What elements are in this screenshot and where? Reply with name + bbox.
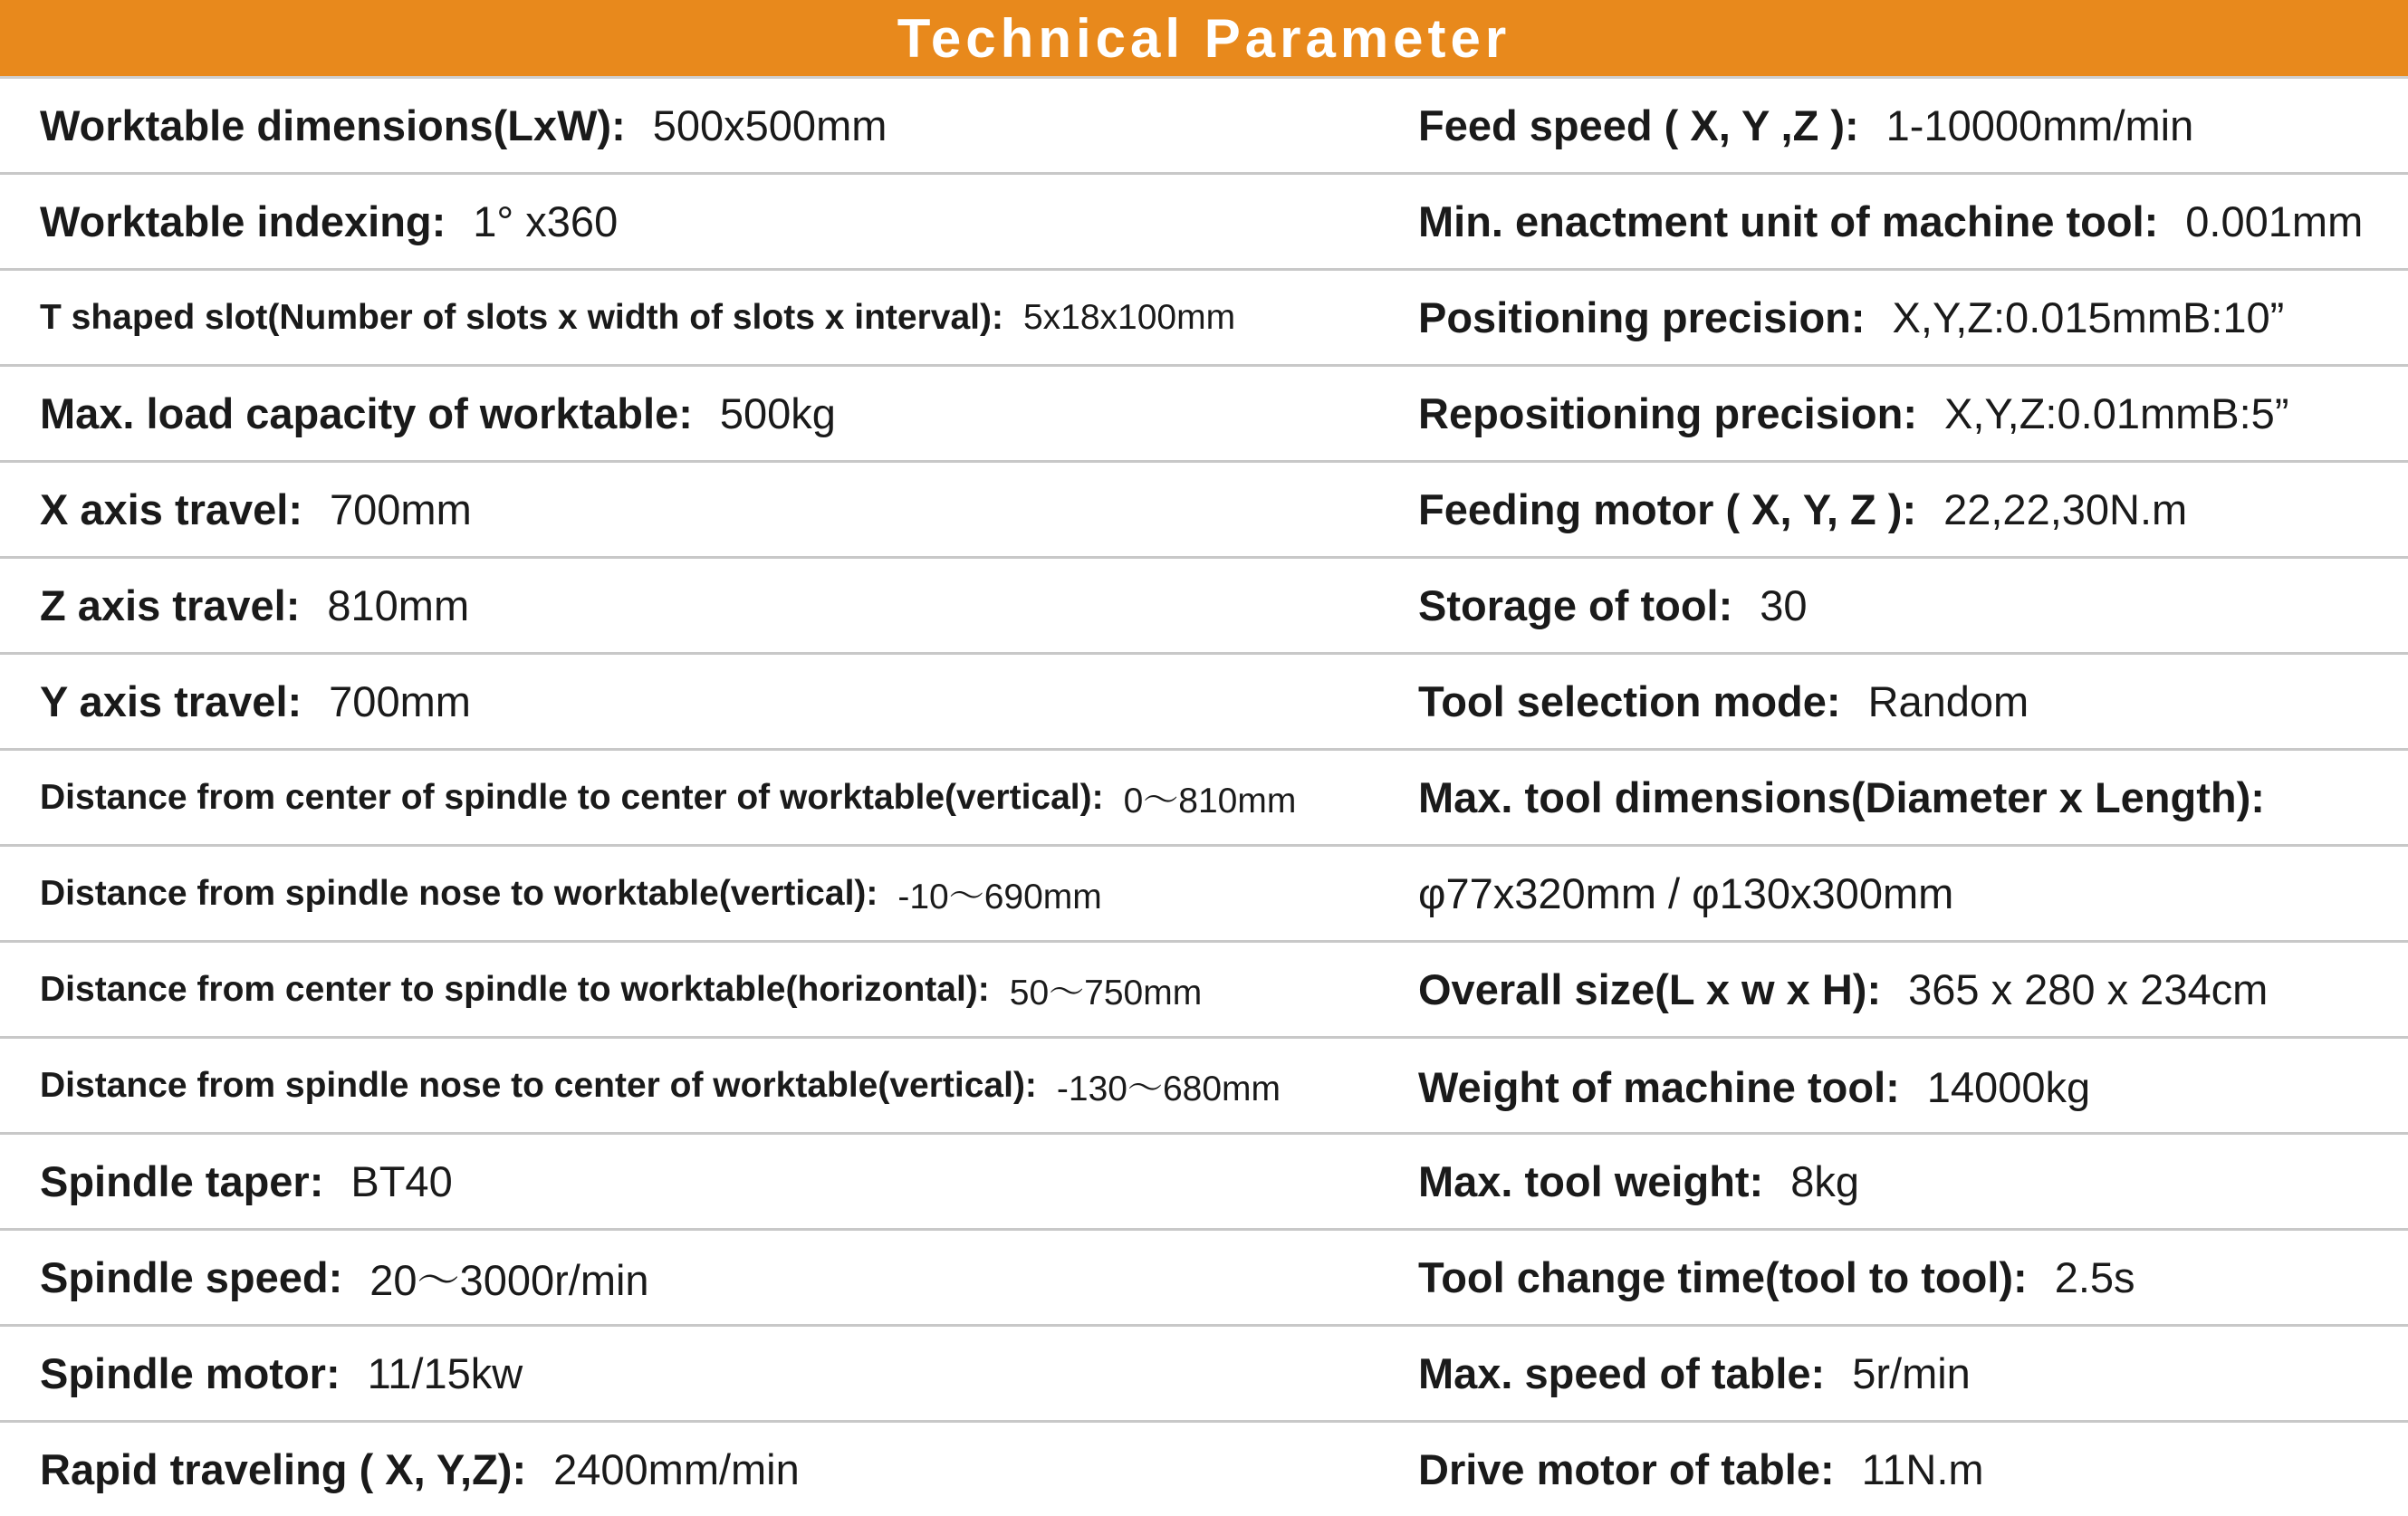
table-row bbox=[0, 463, 2408, 559]
param-value: 5x18x100mm bbox=[1022, 297, 1236, 337]
param-label: Spindle taper: bbox=[40, 1157, 324, 1205]
param-label: Max. tool weight: bbox=[1418, 1157, 1764, 1205]
table-row bbox=[0, 1231, 2408, 1327]
parameter-table bbox=[0, 79, 2408, 1516]
param-label: Distance from center of spindle to center of worktable(vertical): bbox=[40, 777, 1104, 817]
param-value: 0～810mm bbox=[1123, 781, 1297, 820]
param-value: 500x500mm bbox=[652, 101, 887, 149]
left-param bbox=[40, 655, 471, 748]
right-param bbox=[1418, 271, 2284, 364]
param-value: X,Y,Z:0.015mmB:10” bbox=[1892, 293, 2285, 341]
right-param bbox=[1418, 1039, 2090, 1132]
param-value: 1° x360 bbox=[473, 197, 619, 245]
left-param bbox=[40, 1039, 1281, 1132]
param-value: φ77x320mm / φ130x300mm bbox=[1418, 869, 1954, 917]
table-row bbox=[0, 751, 2408, 847]
param-label: Max. tool dimensions(Diameter x Length): bbox=[1418, 773, 2265, 821]
param-label: Spindle speed: bbox=[40, 1253, 343, 1301]
param-value: 8kg bbox=[1790, 1157, 1859, 1205]
param-label: T shaped slot(Number of slots x width of slots x interval): bbox=[40, 297, 1003, 337]
param-label: Spindle motor: bbox=[40, 1349, 341, 1397]
right-param bbox=[1418, 847, 1953, 940]
table-row bbox=[0, 175, 2408, 271]
param-label: Storage of tool: bbox=[1418, 581, 1733, 629]
param-value: 810mm bbox=[327, 581, 470, 629]
param-value: 11N.m bbox=[1861, 1445, 1984, 1493]
table-row bbox=[0, 655, 2408, 751]
param-label: Positioning precision: bbox=[1418, 293, 1866, 341]
param-label: Rapid traveling ( X, Y,Z): bbox=[40, 1445, 527, 1493]
param-label: Repositioning precision: bbox=[1418, 389, 1917, 437]
param-label: Max. speed of table: bbox=[1418, 1349, 1826, 1397]
left-param bbox=[40, 751, 1296, 844]
table-row bbox=[0, 271, 2408, 367]
param-value: 365 x 280 x 234cm bbox=[1908, 965, 2269, 1013]
right-param bbox=[1418, 943, 2268, 1036]
table-row bbox=[0, 367, 2408, 463]
right-param bbox=[1418, 655, 2029, 748]
right-param bbox=[1418, 367, 2288, 460]
param-value: 30 bbox=[1760, 581, 1808, 629]
table-row bbox=[0, 943, 2408, 1039]
right-param bbox=[1418, 1423, 1984, 1516]
param-label: Drive motor of table: bbox=[1418, 1445, 1835, 1493]
left-param bbox=[40, 1231, 649, 1324]
right-param bbox=[1418, 175, 2363, 268]
left-param bbox=[40, 847, 1102, 940]
param-value: 2.5s bbox=[2054, 1253, 2135, 1301]
table-row bbox=[0, 1327, 2408, 1423]
param-value: 11/15kw bbox=[367, 1349, 523, 1397]
param-label: Feed speed ( X, Y ,Z ): bbox=[1418, 101, 1859, 149]
param-label: X axis travel: bbox=[40, 485, 303, 533]
param-value: -10～690mm bbox=[897, 877, 1102, 916]
param-value: 22,22,30N.m bbox=[1943, 485, 2188, 533]
param-value: 50～750mm bbox=[1009, 973, 1203, 1012]
param-value: 20～3000r/min bbox=[369, 1256, 649, 1304]
table-row bbox=[0, 1423, 2408, 1516]
param-label: Tool change time(tool to tool): bbox=[1418, 1253, 2028, 1301]
param-value: 0.001mm bbox=[2185, 197, 2364, 245]
left-param bbox=[40, 271, 1235, 364]
param-value: 14000kg bbox=[1926, 1063, 2091, 1111]
param-label: Z axis travel: bbox=[40, 581, 301, 629]
param-value: 700mm bbox=[329, 677, 471, 725]
param-label: Distance from spindle nose to center of worktable(vertical): bbox=[40, 1065, 1037, 1105]
right-param bbox=[1418, 1231, 2135, 1324]
param-label: Worktable indexing: bbox=[40, 197, 446, 245]
param-label: Max. load capacity of worktable: bbox=[40, 389, 693, 437]
param-value: X,Y,Z:0.01mmB:5” bbox=[1943, 389, 2289, 437]
left-param bbox=[40, 1135, 453, 1228]
table-row bbox=[0, 559, 2408, 655]
param-value: 5r/min bbox=[1852, 1349, 1971, 1397]
param-label: Feeding motor ( X, Y, Z ): bbox=[1418, 485, 1917, 533]
left-param bbox=[40, 1423, 800, 1516]
table-row bbox=[0, 1135, 2408, 1231]
left-param bbox=[40, 559, 469, 652]
param-value: -130～680mm bbox=[1056, 1069, 1281, 1108]
param-label: Distance from spindle nose to worktable(vertical): bbox=[40, 873, 878, 913]
param-value: 2400mm/min bbox=[553, 1445, 800, 1493]
param-label: Min. enactment unit of machine tool: bbox=[1418, 197, 2159, 245]
param-label: Weight of machine tool: bbox=[1418, 1063, 1900, 1111]
table-row bbox=[0, 847, 2408, 943]
right-param bbox=[1418, 463, 2187, 556]
left-param bbox=[40, 943, 1202, 1036]
left-param bbox=[40, 367, 836, 460]
table-row bbox=[0, 1039, 2408, 1135]
header-banner bbox=[0, 0, 2408, 79]
right-param bbox=[1418, 1135, 1859, 1228]
table-row bbox=[0, 79, 2408, 175]
param-label: Y axis travel: bbox=[40, 677, 302, 725]
left-param bbox=[40, 79, 887, 172]
right-param bbox=[1418, 79, 2193, 172]
param-label: Overall size(L x w x H): bbox=[1418, 965, 1882, 1013]
param-value: 500kg bbox=[719, 389, 836, 437]
right-param bbox=[1418, 1327, 1971, 1420]
param-value: 700mm bbox=[330, 485, 472, 533]
param-label: Worktable dimensions(LxW): bbox=[40, 101, 626, 149]
param-label: Distance from center to spindle to worktable(horizontal): bbox=[40, 969, 990, 1009]
param-value: BT40 bbox=[350, 1157, 453, 1205]
right-param bbox=[1418, 751, 2265, 844]
param-label: Tool selection mode: bbox=[1418, 677, 1841, 725]
left-param bbox=[40, 463, 472, 556]
left-param bbox=[40, 1327, 523, 1420]
param-value: 1-10000mm/min bbox=[1885, 101, 2194, 149]
right-param bbox=[1418, 559, 1808, 652]
param-value: Random bbox=[1867, 677, 2029, 725]
page-title: Technical Parameter bbox=[897, 7, 1511, 69]
left-param bbox=[40, 175, 618, 268]
